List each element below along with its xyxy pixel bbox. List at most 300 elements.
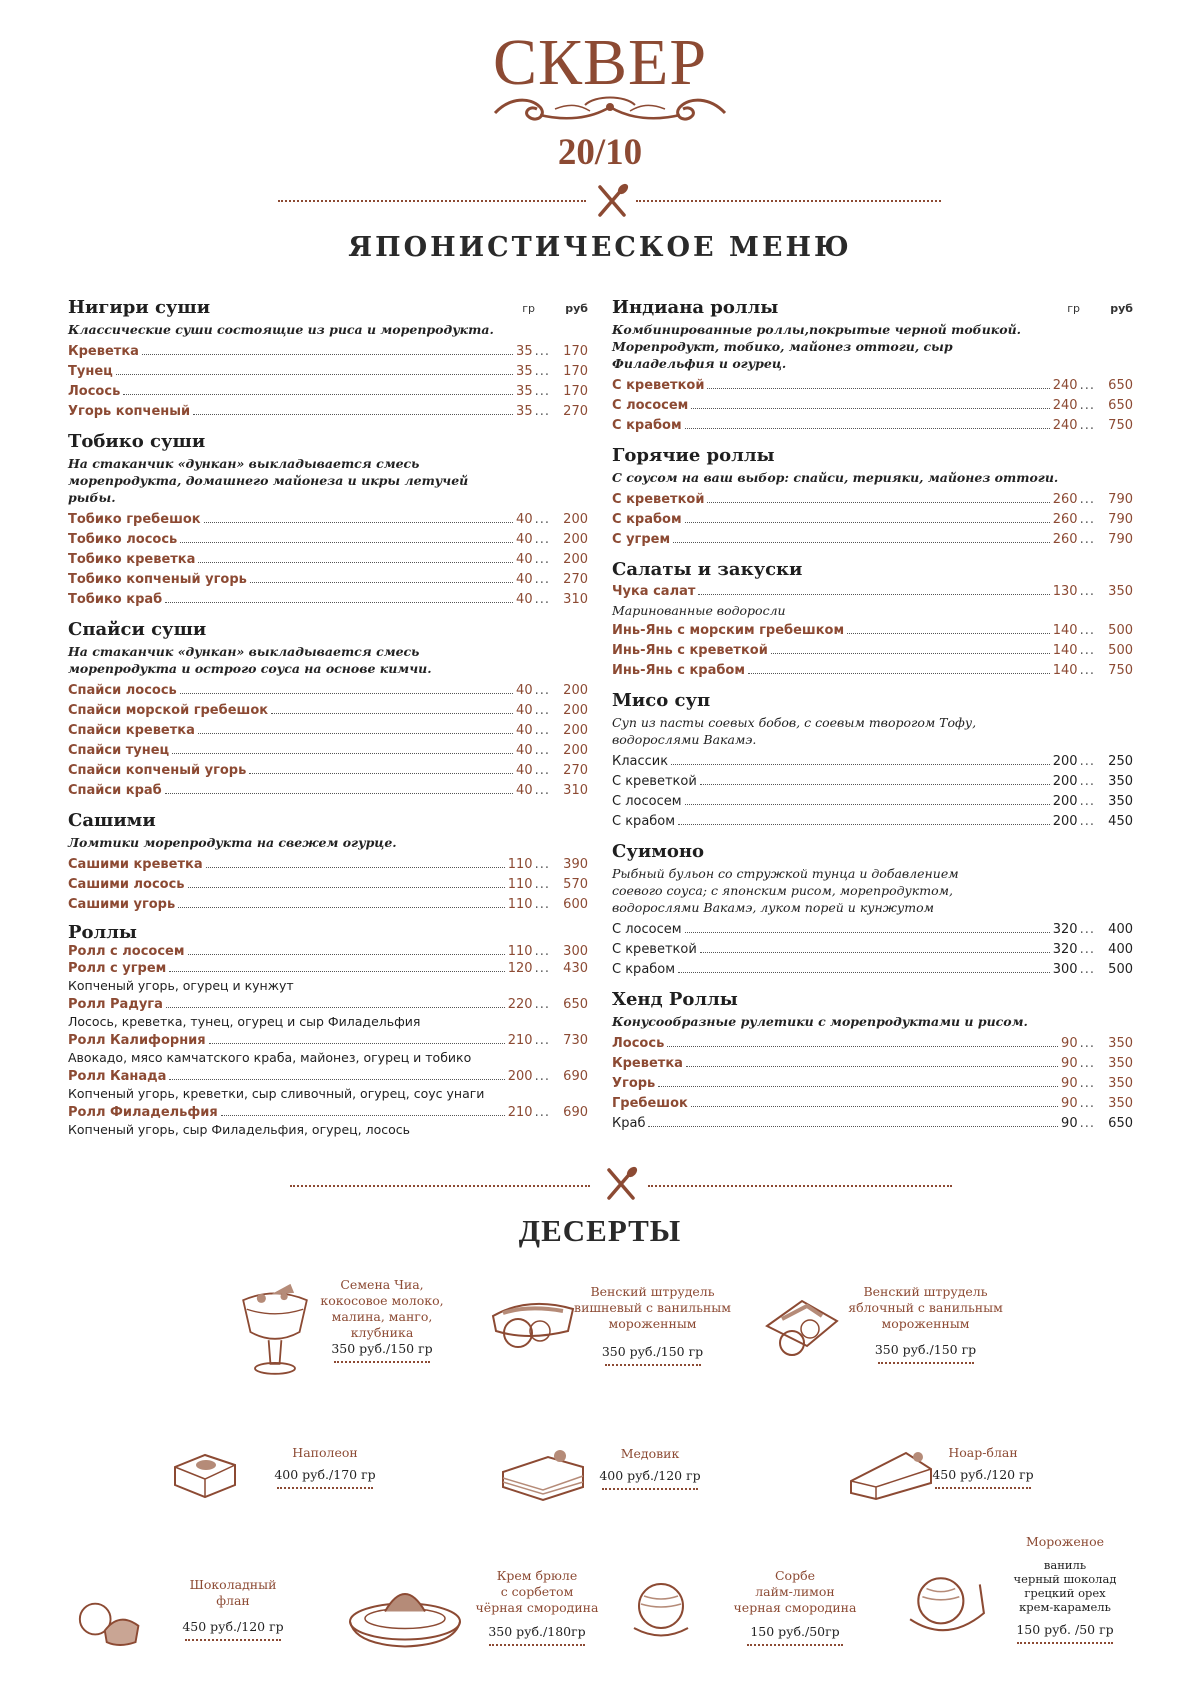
menu-item-price: 300	[563, 944, 588, 959]
section-hot-rolls	[612, 444, 1133, 550]
dessert-item	[730, 1568, 860, 1646]
dessert-divider	[747, 1644, 843, 1646]
menu-item-weight: 210	[507, 1105, 533, 1120]
header-divider-right	[636, 200, 941, 202]
leader-dots: ...	[534, 592, 550, 607]
menu-item-price: 730	[563, 1033, 588, 1048]
dessert-divider	[185, 1639, 281, 1641]
dessert-price: 350 руб./150 гр	[874, 1342, 977, 1357]
menu-item-ingredients: Копченый угорь, сыр Филадельфия, огурец, лосось	[68, 1122, 411, 1137]
menu-item-weight: 40	[516, 592, 533, 607]
dessert-item	[1000, 1534, 1130, 1644]
menu-item-name: С крабом	[612, 962, 676, 977]
menu-item-name: Спайси креветка	[68, 723, 195, 738]
leader-dots: ...	[1079, 1096, 1095, 1111]
menu-item-row	[68, 996, 588, 1013]
dessert-divider	[935, 1487, 1031, 1489]
leader-dots: ...	[1079, 398, 1095, 413]
leader-dots: ...	[1079, 492, 1095, 507]
dessert-divider	[1017, 1642, 1113, 1644]
leader-dots: ...	[534, 783, 550, 798]
menu-item-ingredients: Авокадо, мясо камчатского краба, майонез, огурец и тобико	[68, 1050, 472, 1065]
leader-dots: ...	[534, 683, 550, 698]
leader-dots: ...	[534, 384, 550, 399]
menu-item-row	[612, 920, 1133, 940]
section-spicy	[68, 618, 588, 801]
menu-item-weight: 40	[516, 703, 533, 718]
section-nigiri	[68, 296, 588, 422]
menu-item-price: 350	[1108, 1036, 1133, 1051]
menu-item-price: 750	[1108, 663, 1133, 678]
ice-cream-icon	[906, 1572, 988, 1644]
dessert-price: 350 руб./180гр	[488, 1624, 586, 1639]
menu-item-weight: 210	[507, 1033, 533, 1048]
desserts-divider-left	[290, 1185, 590, 1187]
menu-item-row	[68, 1104, 588, 1121]
leader-dots	[123, 394, 513, 395]
menu-item-weight: 120	[507, 961, 533, 976]
menu-item-name: С крабом	[612, 814, 676, 829]
leader-dots: ...	[1079, 663, 1095, 678]
menu-item-price: 200	[563, 743, 588, 758]
leader-dots	[658, 1086, 1058, 1087]
menu-item-price: 200	[563, 683, 588, 698]
napoleon-cake-icon	[170, 1447, 240, 1502]
menu-item-price: 170	[563, 344, 588, 359]
menu-item-name: С лососем	[612, 398, 689, 413]
menu-item-row	[68, 1032, 588, 1049]
section-title: Суимоно	[612, 841, 705, 862]
menu-item-row	[612, 1054, 1133, 1074]
leader-dots: ...	[1079, 378, 1095, 393]
leader-dots: ...	[534, 857, 550, 872]
menu-item-row	[68, 681, 588, 701]
menu-item-weight: 40	[516, 512, 533, 527]
menu-item-row	[68, 570, 588, 590]
menu-item-price: 650	[563, 997, 588, 1012]
dessert-item	[168, 1577, 298, 1641]
dessert-name: Мороженое	[1025, 1534, 1104, 1549]
dessert-item	[472, 1568, 602, 1646]
section-suimono	[612, 840, 1133, 980]
menu-item-row	[68, 362, 588, 382]
menu-item-price: 310	[563, 592, 588, 607]
dessert-divider	[277, 1487, 373, 1489]
menu-item-row	[612, 1094, 1133, 1114]
section-title: Роллы	[68, 922, 137, 943]
menu-item-weight: 90	[1061, 1096, 1078, 1111]
fork-knife-icon	[601, 1164, 641, 1204]
leader-dots	[671, 764, 1050, 765]
dessert-name: Крем брюле с сорбетом чёрная смородина	[475, 1568, 599, 1615]
restaurant-logo: СКВЕР	[492, 26, 708, 99]
leader-dots	[198, 562, 513, 563]
menu-item-row	[612, 772, 1133, 792]
menu-item-name: Чука салат	[612, 584, 696, 599]
menu-item-weight: 260	[1052, 492, 1078, 507]
section-tobiko	[68, 430, 588, 610]
menu-item-weight: 240	[1052, 398, 1078, 413]
leader-dots	[648, 1126, 1058, 1127]
menu-item-row	[612, 510, 1133, 530]
leader-dots: ...	[1079, 794, 1095, 809]
menu-item-row	[612, 792, 1133, 812]
leader-dots: ...	[534, 1105, 550, 1120]
menu-item-row	[612, 490, 1133, 510]
menu-item-weight: 300	[1052, 962, 1078, 977]
leader-dots: ...	[1079, 512, 1095, 527]
leader-dots	[685, 522, 1050, 523]
honey-cake-icon	[498, 1442, 588, 1502]
menu-item-row	[612, 812, 1133, 832]
section-description: Конусообразные рулетики с морепродуктами и рисом.	[612, 1014, 1028, 1029]
menu-item-weight: 320	[1052, 942, 1078, 957]
menu-item-weight: 260	[1052, 512, 1078, 527]
menu-item-row	[612, 416, 1133, 436]
menu-item-weight: 40	[516, 683, 533, 698]
dessert-price: 350 руб./150 гр	[601, 1344, 704, 1359]
menu-item-price: 350	[1108, 584, 1133, 599]
dessert-item	[312, 1277, 452, 1363]
leader-dots	[771, 653, 1050, 654]
leader-dots: ...	[534, 1033, 550, 1048]
leader-dots	[204, 522, 513, 523]
leader-dots	[198, 733, 513, 734]
strudel-icon	[762, 1290, 842, 1362]
menu-item-row	[68, 943, 588, 960]
leader-dots: ...	[534, 763, 550, 778]
menu-item-name: Ролл Канада	[68, 1069, 167, 1084]
leader-dots	[165, 793, 513, 794]
menu-item-price: 270	[563, 763, 588, 778]
menu-item-price: 750	[1108, 418, 1133, 433]
menu-item-price: 170	[563, 364, 588, 379]
leader-dots: ...	[534, 512, 550, 527]
leader-dots	[193, 414, 513, 415]
menu-item-row	[68, 382, 588, 402]
section-description: Суп из пасты соевых бобов, с соевым творогом Тофу, водорослями Вакамэ.	[612, 715, 977, 747]
section-description: На стаканчик «дункан» выкладывается смесь морепродукта, домашнего майонеза и икры летучей рыбы.	[68, 456, 469, 505]
leader-dots	[673, 542, 1050, 543]
leader-dots	[700, 952, 1050, 953]
menu-item-name: Спайси лосось	[68, 683, 177, 698]
menu-item-row	[68, 721, 588, 741]
leader-dots	[169, 971, 504, 972]
menu-item-name: Классик	[612, 754, 669, 769]
menu-item-price: 650	[1108, 378, 1133, 393]
menu-item-row	[612, 1074, 1133, 1094]
leader-dots: ...	[1079, 623, 1095, 638]
menu-item-name: С креветкой	[612, 942, 697, 957]
dessert-divider	[602, 1488, 698, 1490]
dessert-price: 150 руб./50гр	[750, 1624, 840, 1639]
menu-item-weight: 90	[1061, 1036, 1078, 1051]
menu-item-name: С лососем	[612, 794, 682, 809]
unit-gr-label: гр	[1067, 302, 1080, 315]
leader-dots: ...	[1079, 1116, 1095, 1131]
menu-item-weight: 140	[1052, 663, 1078, 678]
menu-item-name: Угорь копченый	[68, 404, 191, 419]
leader-dots: ...	[534, 703, 550, 718]
leader-dots	[847, 633, 1050, 634]
menu-item-price: 400	[1108, 942, 1133, 957]
menu-item-name: Креветка	[68, 344, 139, 359]
menu-item-name: С креветкой	[612, 378, 705, 393]
leader-dots: ...	[1079, 962, 1095, 977]
menu-item-price: 400	[1108, 922, 1133, 937]
menu-item-name: Ролл Филадельфия	[68, 1105, 218, 1120]
menu-item-price: 350	[1108, 1096, 1133, 1111]
section-title: Горячие роллы	[612, 445, 775, 466]
leader-dots: ...	[1079, 754, 1095, 769]
dessert-name: Медовик	[620, 1446, 680, 1461]
dessert-name: Семена Чиа, кокосовое молоко, малина, манго, клубника	[320, 1277, 444, 1340]
menu-item-price: 650	[1108, 398, 1133, 413]
menu-item-name: Лосось	[68, 384, 121, 399]
menu-item-weight: 140	[1052, 643, 1078, 658]
leader-dots	[165, 602, 513, 603]
menu-item-row	[612, 752, 1133, 772]
menu-item-name: Ролл с угрем	[68, 961, 167, 976]
menu-item-row	[68, 1068, 588, 1085]
section-description: Классические суши состоящие из риса и морепродукта.	[68, 322, 494, 337]
menu-item-row	[68, 741, 588, 761]
menu-item-price: 500	[1108, 623, 1133, 638]
menu-item-name: Тобико лосось	[68, 532, 178, 547]
section-title: Индиана роллы	[612, 297, 779, 318]
dessert-divider	[334, 1361, 430, 1363]
menu-item-ingredients: Маринованные водоросли	[612, 603, 786, 618]
leader-dots	[166, 1007, 505, 1008]
leader-dots	[180, 542, 513, 543]
leader-dots	[667, 1046, 1058, 1047]
dessert-divider	[605, 1364, 701, 1366]
menu-item-name: Тобико краб	[68, 592, 163, 607]
leader-dots: ...	[534, 723, 550, 738]
menu-item-row	[68, 701, 588, 721]
section-title: Хенд Роллы	[612, 989, 738, 1010]
menu-item-price: 450	[1108, 814, 1133, 829]
menu-item-price: 350	[1108, 1076, 1133, 1091]
dessert-name: Ноар-блан	[948, 1445, 1018, 1460]
menu-item-row	[612, 530, 1133, 550]
leader-dots	[707, 502, 1049, 503]
menu-title: ЯПОНИСТИЧЕСКОЕ МЕНЮ	[348, 232, 852, 263]
section-sashimi	[68, 809, 588, 915]
leader-dots	[209, 1043, 505, 1044]
leader-dots: ...	[534, 404, 550, 419]
dessert-item	[918, 1445, 1048, 1489]
menu-item-price: 350	[1108, 1056, 1133, 1071]
menu-item-weight: 35	[516, 364, 533, 379]
leader-dots: ...	[1079, 584, 1095, 599]
section-description: Комбинированные роллы,покрытые черной тобикой. Морепродукт, тобико, майонез оттоги, сыр Филадельфия и огурец.	[612, 322, 1022, 371]
menu-item-name: Спайси морской гребешок	[68, 703, 269, 718]
leader-dots: ...	[1079, 942, 1095, 957]
menu-item-name: Тобико гребешок	[68, 512, 201, 527]
leader-dots	[698, 594, 1049, 595]
menu-item-row	[68, 960, 588, 977]
dessert-item	[260, 1445, 390, 1489]
menu-item-weight: 130	[1052, 584, 1078, 599]
menu-item-weight: 40	[516, 743, 533, 758]
dessert-price: 400 руб./120 гр	[599, 1468, 701, 1483]
menu-item-weight: 110	[507, 897, 533, 912]
menu-item-name: Гребешок	[612, 1096, 688, 1111]
menu-item-weight: 40	[516, 532, 533, 547]
desserts-title: ДЕСЕРТЫ	[518, 1213, 682, 1248]
leader-dots: ...	[534, 364, 550, 379]
menu-item-name: Ролл Калифорния	[68, 1033, 206, 1048]
unit-rub-label: руб	[1110, 302, 1133, 315]
menu-item-price: 390	[563, 857, 588, 872]
menu-item-weight: 260	[1052, 532, 1078, 547]
menu-item-name: Тунец	[68, 364, 113, 379]
menu-item-ingredients: Копченый угорь, огурец и кунжут	[68, 978, 294, 993]
section-description: С соусом на ваш выбор: спайси, терияки, майонез оттоги.	[612, 470, 1059, 485]
menu-item-weight: 240	[1052, 418, 1078, 433]
leader-dots	[691, 408, 1049, 409]
menu-item-weight: 35	[516, 404, 533, 419]
menu-item-name: Спайси краб	[68, 783, 162, 798]
menu-item-name: Сашими креветка	[68, 857, 203, 872]
menu-item-name: Лосось	[612, 1036, 665, 1051]
leader-dots	[249, 773, 513, 774]
leader-dots	[206, 867, 505, 868]
leader-dots	[188, 887, 505, 888]
leader-dots: ...	[1079, 1036, 1095, 1051]
leader-dots	[250, 582, 513, 583]
menu-item-row	[612, 621, 1133, 641]
menu-item-row	[612, 960, 1133, 980]
menu-item-price: 500	[1108, 962, 1133, 977]
dessert-name: Сорбе лайм-лимон черная смородина	[733, 1568, 857, 1615]
menu-item-row	[68, 510, 588, 530]
leader-dots: ...	[1079, 774, 1095, 789]
menu-item-row	[68, 761, 588, 781]
menu-item-weight: 200	[1052, 814, 1078, 829]
leader-dots: ...	[534, 997, 550, 1012]
menu-item-name: Угорь	[612, 1076, 656, 1091]
menu-item-row	[68, 550, 588, 570]
leader-dots: ...	[534, 877, 550, 892]
menu-item-ingredients: Копченый угорь, креветки, сыр сливочный, огурец, соус унаги	[68, 1086, 485, 1101]
menu-item-row	[612, 661, 1133, 681]
menu-item-weight: 40	[516, 723, 533, 738]
menu-item-name: Краб	[612, 1116, 646, 1131]
dessert-divider	[878, 1362, 974, 1364]
section-description: Ломтики морепродукта на свежем огурце.	[68, 835, 397, 850]
menu-item-row	[612, 582, 1133, 602]
menu-item-weight: 40	[516, 783, 533, 798]
menu-item-name: Спайси тунец	[68, 743, 170, 758]
leader-dots	[748, 673, 1050, 674]
dessert-item	[585, 1446, 715, 1490]
leader-dots: ...	[534, 532, 550, 547]
menu-item-name: С лососем	[612, 922, 682, 937]
leader-dots	[172, 753, 513, 754]
leader-dots: ...	[1079, 922, 1095, 937]
leader-dots: ...	[534, 552, 550, 567]
menu-item-price: 650	[1108, 1116, 1133, 1131]
menu-item-price: 270	[563, 572, 588, 587]
leader-dots: ...	[1079, 418, 1095, 433]
leader-dots	[221, 1115, 505, 1116]
menu-item-row	[68, 875, 588, 895]
unit-gr-label: гр	[522, 302, 535, 315]
leader-dots: ...	[1079, 1076, 1095, 1091]
section-title: Сашими	[68, 810, 156, 831]
menu-item-weight: 200	[1052, 774, 1078, 789]
menu-item-weight: 110	[507, 857, 533, 872]
menu-item-name: С крабом	[612, 418, 682, 433]
menu-item-price: 170	[563, 384, 588, 399]
menu-item-name: Сашими угорь	[68, 897, 176, 912]
menu-item-row	[68, 855, 588, 875]
dessert-price: 150 руб. /50 гр	[1016, 1622, 1114, 1637]
menu-item-weight: 220	[507, 997, 533, 1012]
section-salads	[612, 558, 1133, 681]
menu-item-price: 200	[563, 703, 588, 718]
menu-item-row	[612, 376, 1133, 396]
leader-dots: ...	[1079, 814, 1095, 829]
leader-dots	[188, 954, 505, 955]
dessert-price: 450 руб./120 гр	[932, 1467, 1034, 1482]
section-title: Тобико суши	[68, 431, 206, 452]
leader-dots	[707, 388, 1049, 389]
menu-item-weight: 40	[516, 552, 533, 567]
section-title: Нигири суши	[68, 297, 211, 318]
menu-item-name: Инь-Янь с крабом	[612, 663, 745, 678]
menu-item-weight: 140	[1052, 623, 1078, 638]
menu-item-name: С крабом	[612, 512, 682, 527]
menu-item-weight: 90	[1061, 1056, 1078, 1071]
menu-item-price: 270	[563, 404, 588, 419]
menu-column-right	[612, 296, 1133, 1142]
section-indiana	[612, 296, 1133, 436]
leader-dots	[180, 693, 513, 694]
dessert-name: Шоколадный флан	[189, 1577, 277, 1608]
menu-item-row	[68, 530, 588, 550]
menu-item-row	[612, 641, 1133, 661]
section-title: Салаты и закуски	[612, 559, 803, 580]
leader-dots	[685, 932, 1050, 933]
leader-dots: ...	[534, 344, 550, 359]
menu-item-price: 200	[563, 552, 588, 567]
leader-dots: ...	[534, 572, 550, 587]
restaurant-number: 20/10	[557, 132, 643, 173]
header-divider-left	[278, 200, 586, 202]
dessert-name: Наполеон	[292, 1445, 358, 1460]
section-rolls	[68, 923, 588, 1138]
dessert-divider	[489, 1644, 585, 1646]
menu-item-weight: 200	[1052, 794, 1078, 809]
menu-item-row	[612, 396, 1133, 416]
menu-item-name: Креветка	[612, 1056, 683, 1071]
menu-item-weight: 110	[507, 944, 533, 959]
menu-item-weight: 40	[516, 572, 533, 587]
menu-item-price: 790	[1108, 512, 1133, 527]
menu-item-price: 430	[563, 961, 588, 976]
menu-item-name: Ролл Радуга	[68, 997, 163, 1012]
menu-item-price: 310	[563, 783, 588, 798]
section-description: На стаканчик «дункан» выкладывается смесь морепродукта и острого соуса на основе кимчи.	[68, 644, 432, 676]
dessert-price: 350 руб./150 гр	[331, 1341, 433, 1356]
menu-item-ingredients: Лосось, креветка, тунец, огурец и сыр Филадельфия	[68, 1014, 421, 1029]
menu-item-row	[68, 895, 588, 915]
menu-item-price: 600	[563, 897, 588, 912]
leader-dots	[169, 1079, 504, 1080]
